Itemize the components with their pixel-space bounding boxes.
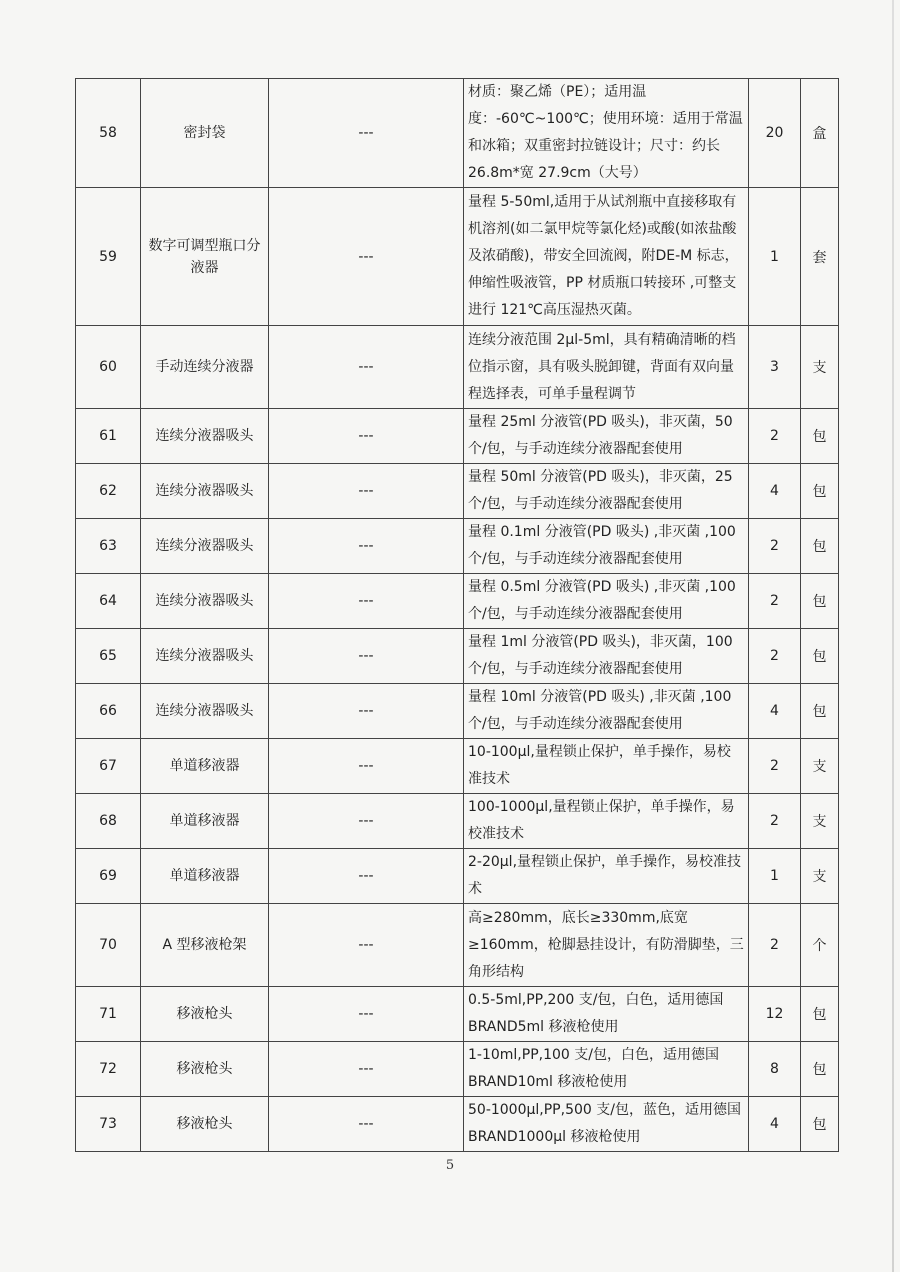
item-spec: 1-10ml,PP,100 支/包，白色，适用德国BRAND10ml 移液枪使用	[464, 1042, 749, 1097]
item-name: 连续分液器吸头	[141, 684, 269, 739]
table-row	[76, 904, 839, 987]
item-brand: ---	[269, 739, 464, 794]
table-row	[76, 794, 839, 849]
item-number: 71	[76, 987, 141, 1042]
item-name: 连续分液器吸头	[141, 464, 269, 519]
item-spec: 2-20μl,量程锁止保护，单手操作，易校准技术	[464, 849, 749, 904]
table-row	[76, 629, 839, 684]
item-quantity: 2	[749, 574, 801, 629]
item-name: 手动连续分液器	[141, 326, 269, 409]
item-name: 单道移液器	[141, 739, 269, 794]
item-brand: ---	[269, 684, 464, 739]
item-quantity: 1	[749, 188, 801, 326]
table-row	[76, 188, 839, 326]
item-brand: ---	[269, 987, 464, 1042]
item-number: 60	[76, 326, 141, 409]
page-number: 5	[445, 1158, 455, 1173]
item-number: 66	[76, 684, 141, 739]
item-brand: ---	[269, 904, 464, 987]
item-brand: ---	[269, 794, 464, 849]
item-brand: ---	[269, 574, 464, 629]
item-quantity: 2	[749, 739, 801, 794]
table-row	[76, 849, 839, 904]
table-row	[76, 684, 839, 739]
table-row	[76, 326, 839, 409]
item-quantity: 4	[749, 1097, 801, 1152]
item-number: 59	[76, 188, 141, 326]
table-row	[76, 574, 839, 629]
item-brand: ---	[269, 326, 464, 409]
table-row	[76, 79, 839, 188]
item-brand: ---	[269, 188, 464, 326]
item-quantity: 3	[749, 326, 801, 409]
item-number: 61	[76, 409, 141, 464]
item-quantity: 8	[749, 1042, 801, 1097]
item-unit: 包	[801, 409, 839, 464]
item-number: 64	[76, 574, 141, 629]
item-spec: 0.5-5ml,PP,200 支/包，白色，适用德国BRAND5ml 移液枪使用	[464, 987, 749, 1042]
item-number: 63	[76, 519, 141, 574]
item-unit: 支	[801, 326, 839, 409]
item-spec: 量程 0.5ml 分液管(PD 吸头) ,非灭菌 ,100个/包，与手动连续分液器配套使用	[464, 574, 749, 629]
item-number: 65	[76, 629, 141, 684]
table-row	[76, 987, 839, 1042]
item-number: 72	[76, 1042, 141, 1097]
item-unit: 支	[801, 794, 839, 849]
item-unit: 包	[801, 629, 839, 684]
equipment-spec-table	[75, 78, 839, 1152]
item-brand: ---	[269, 409, 464, 464]
item-unit: 包	[801, 464, 839, 519]
item-brand: ---	[269, 519, 464, 574]
item-unit: 包	[801, 1042, 839, 1097]
item-name: 移液枪头	[141, 1042, 269, 1097]
item-spec: 高≥280mm，底长≥330mm,底宽≥160mm，枪脚悬挂设计，有防滑脚垫，三角形结构	[464, 904, 749, 987]
item-name: 单道移液器	[141, 794, 269, 849]
item-brand: ---	[269, 79, 464, 188]
table-row	[76, 1042, 839, 1097]
item-unit: 套	[801, 188, 839, 326]
item-unit: 支	[801, 739, 839, 794]
table-row	[76, 464, 839, 519]
item-unit: 包	[801, 684, 839, 739]
item-unit: 包	[801, 1097, 839, 1152]
item-quantity: 2	[749, 409, 801, 464]
item-number: 70	[76, 904, 141, 987]
item-brand: ---	[269, 1042, 464, 1097]
item-name: 密封袋	[141, 79, 269, 188]
item-quantity: 12	[749, 987, 801, 1042]
item-name: 连续分液器吸头	[141, 519, 269, 574]
item-spec: 量程 0.1ml 分液管(PD 吸头) ,非灭菌 ,100个/包，与手动连续分液器配套使用	[464, 519, 749, 574]
scan-edge-shadow	[892, 0, 894, 1272]
item-name: 连续分液器吸头	[141, 409, 269, 464]
item-quantity: 20	[749, 79, 801, 188]
item-unit: 支	[801, 849, 839, 904]
item-number: 58	[76, 79, 141, 188]
table-row	[76, 1097, 839, 1152]
item-spec: 10-100μl,量程锁止保护，单手操作，易校准技术	[464, 739, 749, 794]
item-spec: 材质：聚乙烯（PE）；适用温度：-60℃~100℃；使用环境：适用于常温和冰箱；双重密封拉链设计；尺寸：约长26.8m*宽 27.9cm（大号）	[464, 79, 749, 188]
item-quantity: 2	[749, 904, 801, 987]
item-name: 移液枪头	[141, 1097, 269, 1152]
item-quantity: 2	[749, 629, 801, 684]
item-name: 连续分液器吸头	[141, 629, 269, 684]
item-spec: 量程 25ml 分液管(PD 吸头)，非灭菌，50个/包，与手动连续分液器配套使用	[464, 409, 749, 464]
item-brand: ---	[269, 464, 464, 519]
item-spec: 量程 50ml 分液管(PD 吸头)，非灭菌，25个/包，与手动连续分液器配套使用	[464, 464, 749, 519]
item-quantity: 4	[749, 464, 801, 519]
item-number: 69	[76, 849, 141, 904]
item-name: 数字可调型瓶口分液器	[141, 188, 269, 326]
item-number: 67	[76, 739, 141, 794]
item-quantity: 2	[749, 519, 801, 574]
item-name: 移液枪头	[141, 987, 269, 1042]
item-name: 连续分液器吸头	[141, 574, 269, 629]
item-number: 73	[76, 1097, 141, 1152]
item-spec: 量程 1ml 分液管(PD 吸头)，非灭菌，100个/包，与手动连续分液器配套使用	[464, 629, 749, 684]
item-spec: 50-1000μl,PP,500 支/包，蓝色，适用德国 BRAND1000μl 移液枪使用	[464, 1097, 749, 1152]
item-unit: 包	[801, 519, 839, 574]
item-unit: 包	[801, 574, 839, 629]
table-row	[76, 739, 839, 794]
table-row	[76, 519, 839, 574]
item-unit: 个	[801, 904, 839, 987]
item-quantity: 4	[749, 684, 801, 739]
item-name: 单道移液器	[141, 849, 269, 904]
item-quantity: 2	[749, 794, 801, 849]
item-spec: 量程 10ml 分液管(PD 吸头) ,非灭菌 ,100个/包，与手动连续分液器配套使用	[464, 684, 749, 739]
item-number: 62	[76, 464, 141, 519]
item-spec: 量程 5-50ml,适用于从试剂瓶中直接移取有机溶剂(如二氯甲烷等氯化烃)或酸(如浓盐酸及浓硝酸)，带安全回流阀，附DE-M 标志，伸缩性吸液管，PP 材质瓶口转接环 ,可整支进行 121℃高压湿热灭菌。	[464, 188, 749, 326]
table-row	[76, 409, 839, 464]
item-brand: ---	[269, 1097, 464, 1152]
item-unit: 包	[801, 987, 839, 1042]
item-number: 68	[76, 794, 141, 849]
item-unit: 盒	[801, 79, 839, 188]
item-brand: ---	[269, 629, 464, 684]
item-quantity: 1	[749, 849, 801, 904]
item-spec: 连续分液范围 2μl-5ml，具有精确清晰的档位指示窗，具有吸头脱卸键，背面有双向量程选择表，可单手量程调节	[464, 326, 749, 409]
item-brand: ---	[269, 849, 464, 904]
item-spec: 100-1000μl,量程锁止保护，单手操作，易校准技术	[464, 794, 749, 849]
item-name: A 型移液枪架	[141, 904, 269, 987]
